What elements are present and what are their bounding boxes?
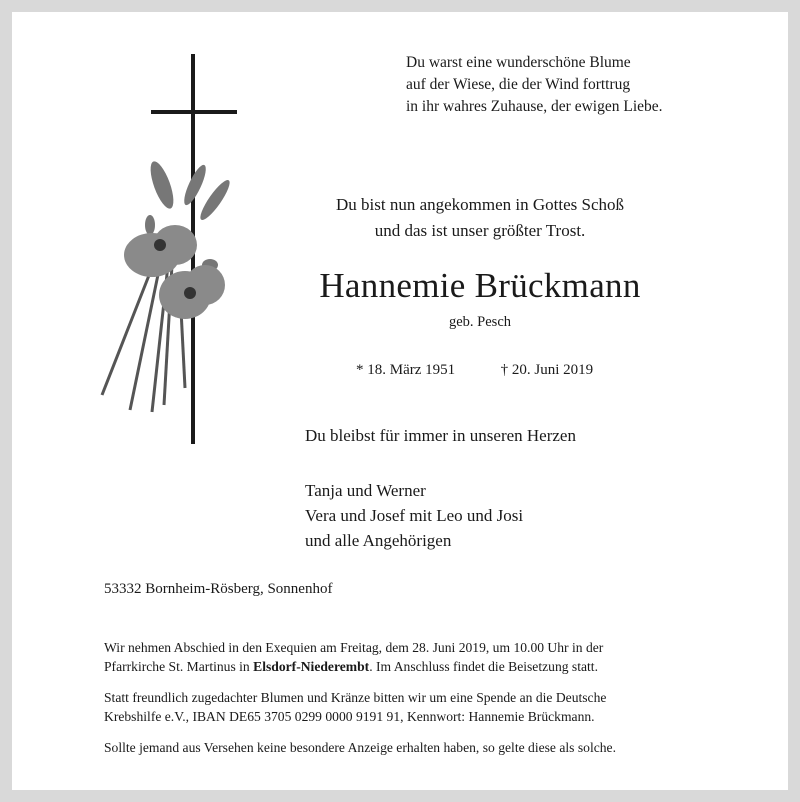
poem-line: auf der Wiese, die der Wind forttrug (406, 76, 631, 93)
poem-line: Du warst eine wunderschöne Blume (406, 54, 631, 71)
consolation-line: Du bist nun angekommen in Gottes Schoß (335, 195, 625, 214)
mourner-line: Vera und Josef mit Leo und Josi (305, 506, 524, 525)
cross-with-flowers-image (90, 50, 260, 450)
consolation-line: und das ist unser größter Trost. (374, 221, 586, 240)
donation-line: Krebshilfe e.V., IBAN DE65 3705 0299 0000 9191 91, Kennwort: Hannemie Brückmann. (104, 709, 595, 724)
mourner-line: Tanja und Werner (305, 481, 426, 500)
closing-note: Sollte jemand aus Versehen keine besondere Anzeige erhalten haben, so gelte diese als solche. (104, 740, 616, 755)
donation-info (104, 688, 606, 726)
funeral-place: Elsdorf-Niederembt (253, 659, 370, 674)
death-date: † 20. Juni 2019 (500, 362, 594, 378)
donation-line: Statt freundlich zugedachter Blumen und Kränze bitten wir um eine Spende an die Deutsche (104, 690, 607, 705)
poem (406, 52, 663, 118)
birth-name: geb. Pesch (448, 314, 511, 330)
mourners (305, 478, 523, 553)
text: . Im Anschluss findet die Beisetzung statt. (369, 659, 598, 674)
poem-line: in ihr wahres Zuhause, der ewigen Liebe. (406, 98, 663, 115)
birth-date: * 18. März 1951 (356, 362, 456, 378)
heart-line: Du bleibst für immer in unseren Herzen (305, 426, 576, 445)
address: 53332 Bornheim-Rösberg, Sonnenhof (104, 581, 333, 597)
consolation-text (300, 192, 660, 244)
text: Pfarrkirche St. Martinus in (104, 659, 254, 674)
funeral-info-line (104, 657, 603, 676)
mourner-line: und alle Angehörigen (305, 531, 452, 550)
funeral-info (104, 638, 603, 676)
deceased-name: Hannemie Brückmann (319, 266, 641, 305)
life-dates (356, 362, 593, 379)
funeral-info-line: Wir nehmen Abschied in den Exequien am Freitag, dem 28. Juni 2019, um 10.00 Uhr in der (104, 640, 604, 655)
